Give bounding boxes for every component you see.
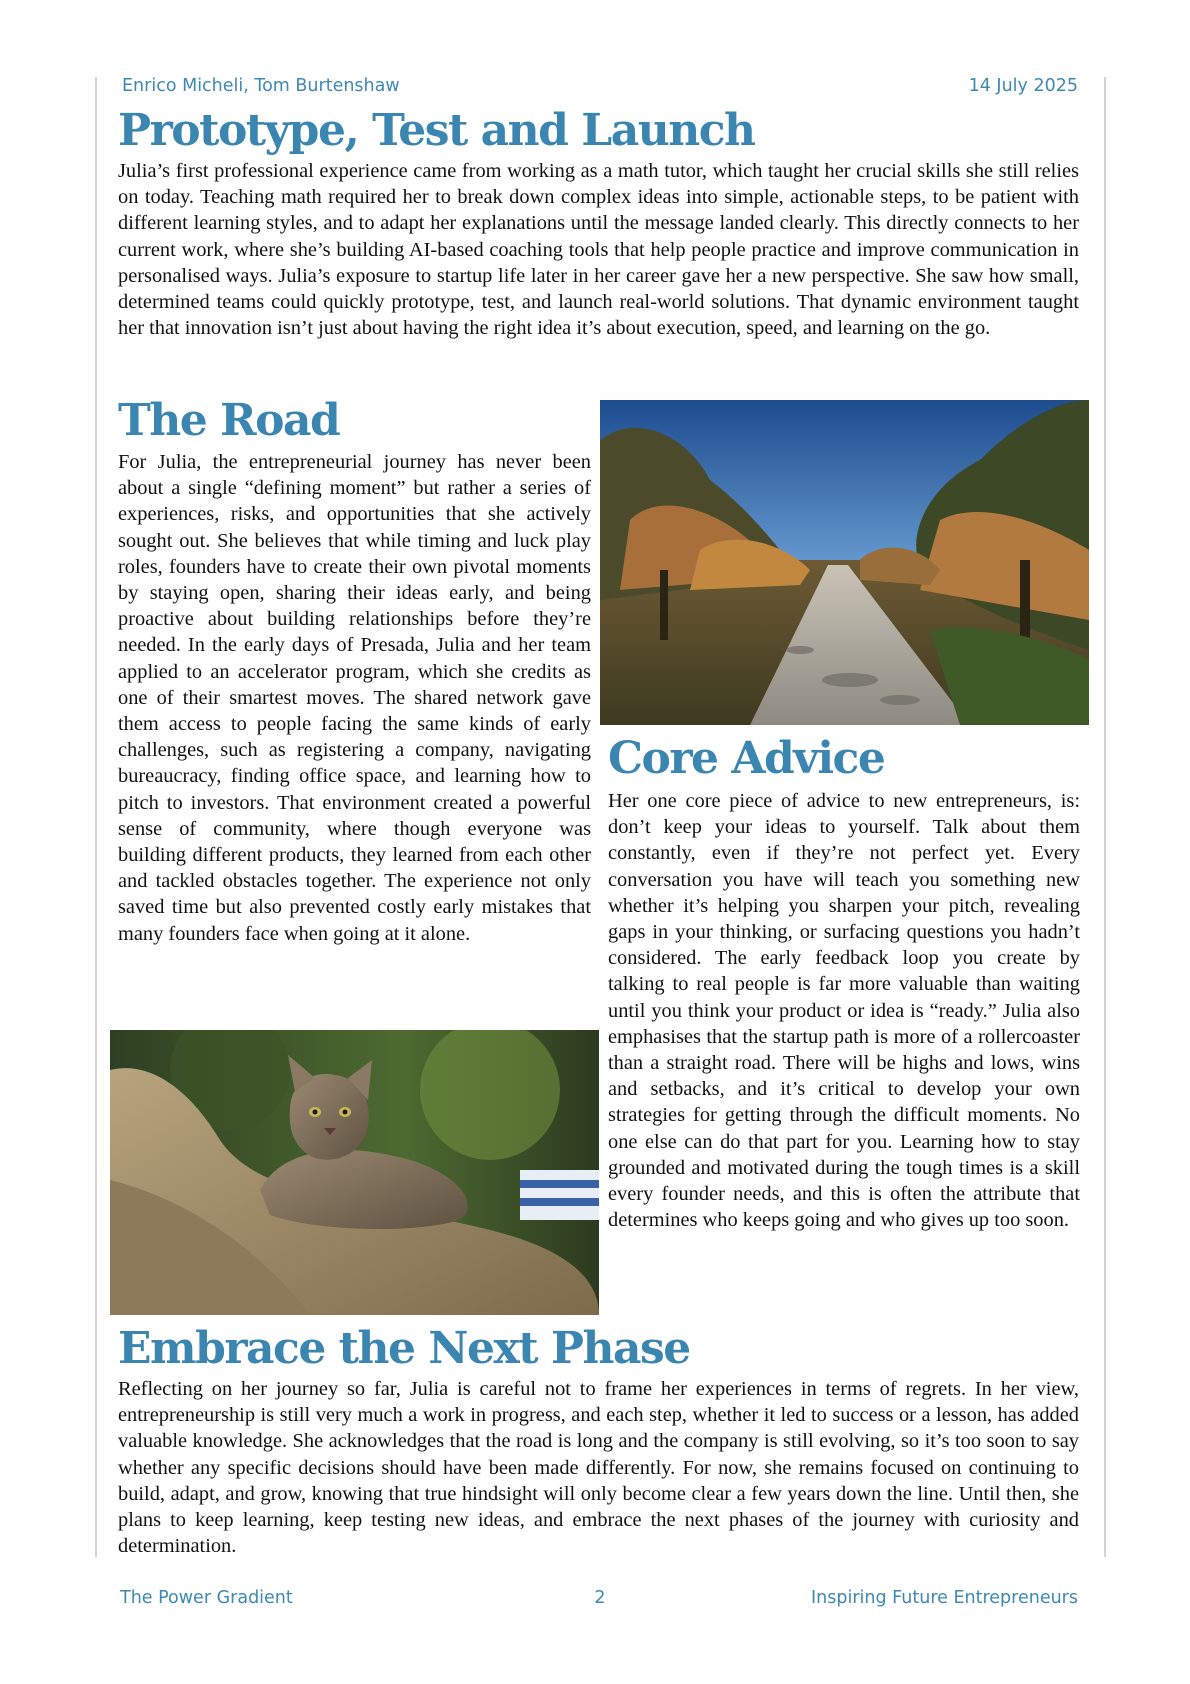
body-core-advice: Her one core piece of advice to new entrepreneurs, is: don’t keep your ideas to yourself. Talk about them constantly, even if they’re not perfect yet. Every conversation you have will teach you something new whether it’s helping you sharpen your pitch, revealing gaps in your thinking, or surfacing questions you hadn’t considered. The early feedback loop you create by talking to real people is far more valuable than waiting until you think your product or idea is “ready.” Julia also emphasises that the startup path is more of a rollercoaster than a straight road. There will be highs and lows, wins and setbacks, and it’s critical to develop your own strategies for getting through the difficult moments. No one else can do that part for you. Learning how to stay grounded and motivated during the tough times is a skill every founder needs, and this is often the attribute that determines who keeps going and who gives up too soon. <box>608 790 1080 1232</box>
footer-page-number: 2 <box>594 1588 606 1608</box>
left-margin-rule <box>95 77 97 1557</box>
header-date: 14 July 2025 <box>968 76 1078 96</box>
heading-prototype: Prototype, Test and Launch <box>118 105 755 156</box>
body-road: For Julia, the entrepreneurial journey has never been about a single “defining moment” but rather a series of experiences, risks, and opportunities that she actively sought out. She believes that while timing and luck play roles, founders have to create their own pivotal moments by staying open, sharing their ideas early, and being proactive about building relationships before they’re needed. In the early days of Presada, Julia and her team applied to an accelerator program, which she credits as one of their smartest moves. The shared network gave them access to people facing the same kinds of early challenges, such as registering a company, navigating bureaucracy, finding office space, and learning how to pitch to investors. That environment created a powerful sense of community, where though everyone was building different products, they learned from each other and tackled obstacles together. The experience not only saved time but also prevented costly early mistakes that many founders face when going at it alone. <box>118 451 591 945</box>
cat-photo <box>110 1030 599 1315</box>
body-next-phase: Reflecting on her journey so far, Julia is careful not to frame her experiences in terms of regrets. In her view, entrepreneurship is still very much a work in progress, and each step, whether it led to success or a lesson, has added valuable knowledge. She acknowledges that the road is long and the company is still evolving, so it’s too soon to say whether any specific decisions should have been made differently. For now, she remains focused on continuing to build, adapt, and grow, knowing that true hindsight will only become clear a few years down the line. Until then, she plans to keep learning, keep testing new ideas, and embrace the next phases of the journey with curiosity and determination. <box>118 1378 1079 1558</box>
right-margin-rule <box>1104 77 1106 1557</box>
body-prototype: Julia’s first professional experience came from working as a math tutor, which taught her crucial skills she still relies on today. Teaching math required her to break down complex ideas into simple, actionable steps, to be patient with different learning styles, and to adapt her explanations until the message landed clearly. This directly connects to her current work, where she’s building AI-based coaching tools that help people practice and improve communication in personalised ways. Julia’s exposure to startup life later in her career gave her a new perspective. She saw how small, determined teams could quickly prototype, test, and launch real-world solutions. That dynamic environment taught her that innovation isn’t just about having the right idea it’s about execution, speed, and learning on the go. <box>118 160 1079 340</box>
header-authors: Enrico Micheli, Tom Burtenshaw <box>122 76 400 96</box>
road-photo <box>600 400 1089 725</box>
heading-next-phase: Embrace the Next Phase <box>118 1323 690 1374</box>
heading-road: The Road <box>118 395 340 446</box>
heading-core-advice: Core Advice <box>608 733 885 784</box>
footer-tagline: Inspiring Future Entrepreneurs <box>811 1588 1078 1608</box>
footer-publication: The Power Gradient <box>120 1588 293 1608</box>
